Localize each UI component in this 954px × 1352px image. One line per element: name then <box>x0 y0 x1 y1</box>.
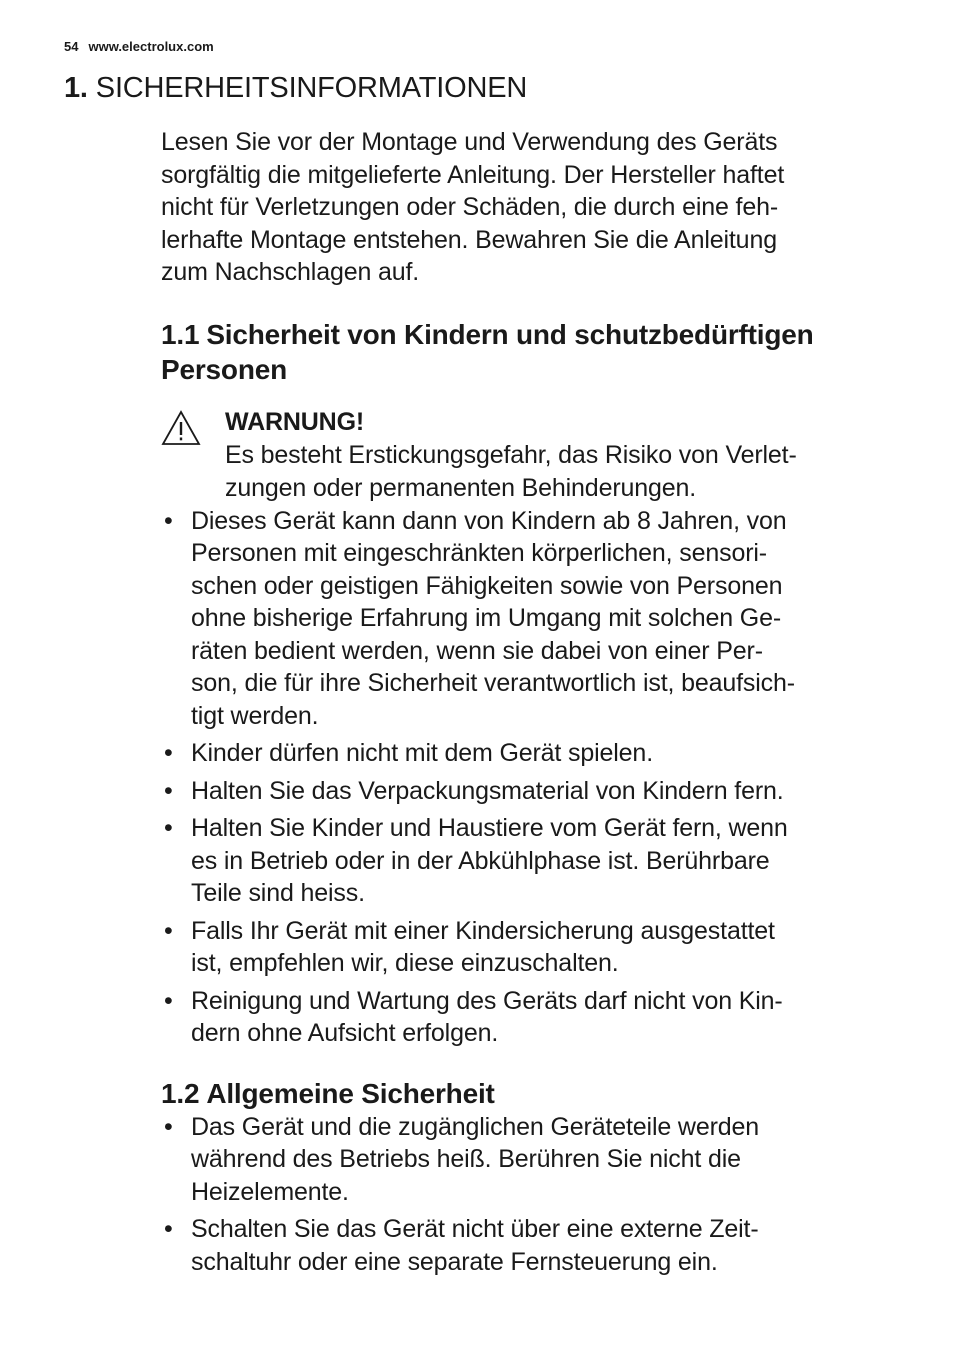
list-item-line: Kinder dürfen nicht mit dem Gerät spielen. <box>191 739 653 767</box>
intro-line: Lesen Sie vor der Montage und Verwendung des Geräts <box>161 128 778 156</box>
intro-paragraph <box>161 126 891 289</box>
list-item-line: tigt werden. <box>191 701 319 730</box>
list-item-line: dern ohne Aufsicht erfolgen. <box>191 1019 499 1047</box>
list-item-line: während des Betriebs heiß. Berühren Sie nicht die <box>191 1145 741 1173</box>
intro-line: lerhafte Montage entstehen. Bewahren Sie die Anleitung <box>161 225 777 254</box>
list-item <box>161 737 891 770</box>
chapter-heading: SICHERHEITSINFORMATIONEN <box>95 72 528 104</box>
list-item-line: Personen mit eingeschränkten körperlichen, sensori- <box>191 539 767 567</box>
list-item-line: Heizelemente. <box>191 1177 349 1206</box>
section-2-heading: Allgemeine Sicherheit <box>206 1077 495 1109</box>
list-item-line: schaltuhr oder eine separate Fernsteuerung ein. <box>191 1247 718 1276</box>
chapter-title <box>64 70 527 106</box>
section-2-bullet-list <box>161 1111 891 1279</box>
page-content <box>161 126 891 1283</box>
section-1-bullet-list <box>161 505 891 1050</box>
warning-line: zungen oder permanenten Behinderungen. <box>225 473 697 502</box>
page-header <box>64 38 214 56</box>
list-item-line: Schalten Sie das Gerät nicht über eine externe Zeit- <box>191 1215 759 1243</box>
list-item-line: es in Betrieb oder in der Abkühlphase ist. Berührbare <box>191 846 770 875</box>
intro-line: nicht für Verletzungen oder Schäden, die durch eine feh- <box>161 193 779 221</box>
list-item <box>161 505 891 733</box>
page-number: 54 <box>64 39 79 54</box>
bullet-icon: • <box>164 1215 173 1243</box>
section-2-number: 1.2 <box>161 1077 200 1109</box>
list-item-line: schen oder geistigen Fähigkeiten sowie von Personen <box>191 571 783 600</box>
chapter-number: 1. <box>64 72 88 104</box>
list-item-line: Falls Ihr Gerät mit einer Kindersicherung ausgestattet <box>191 916 775 945</box>
section-1-title-line: Personen <box>161 353 287 385</box>
bullet-icon: • <box>164 506 173 535</box>
list-item <box>161 775 891 808</box>
bullet-icon: • <box>164 1112 173 1141</box>
section-1-title <box>161 317 891 387</box>
warning-triangle-icon <box>161 410 201 446</box>
list-item-line: Halten Sie das Verpackungsmaterial von Kindern fern. <box>191 776 784 805</box>
warning-box <box>161 406 891 505</box>
list-item <box>161 985 891 1050</box>
section-1-number: 1.1 <box>161 318 200 350</box>
website-link[interactable]: www.electrolux.com <box>88 39 214 54</box>
section-1-title-line: Sicherheit von Kindern und schutzbedürftigen <box>206 318 814 350</box>
bullet-icon: • <box>164 916 173 945</box>
list-item-line: Dieses Gerät kann dann von Kindern ab 8 Jahren, von <box>191 506 787 535</box>
list-item-line: Das Gerät und die zugänglichen Geräteteile werden <box>191 1112 760 1141</box>
bullet-icon: • <box>164 986 173 1015</box>
list-item <box>161 812 891 910</box>
list-item <box>161 1213 891 1278</box>
bullet-icon: • <box>164 814 173 842</box>
warning-heading: WARNUNG! <box>225 407 365 436</box>
bullet-icon: • <box>164 776 173 805</box>
section-2-title <box>161 1076 891 1111</box>
list-item-line: räten bedient werden, wenn sie dabei von einer Per- <box>191 636 763 665</box>
warning-line: Es besteht Erstickungsgefahr, das Risiko von Verlet- <box>225 440 797 469</box>
intro-line: zum Nachschlagen auf. <box>161 258 420 286</box>
list-item-line: son, die für ihre Sicherheit verantwortlich ist, beaufsich- <box>191 669 795 697</box>
list-item <box>161 915 891 980</box>
list-item-line: Halten Sie Kinder und Haustiere vom Gerät fern, wenn <box>191 814 788 842</box>
list-item-line: Reinigung und Wartung des Geräts darf nicht von Kin- <box>191 986 783 1015</box>
list-item-line: ist, empfehlen wir, diese einzuschalten. <box>191 949 619 977</box>
bullet-icon: • <box>164 739 173 767</box>
intro-line: sorgfältig die mitgelieferte Anleitung. Der Hersteller haftet <box>161 160 785 189</box>
list-item <box>161 1111 891 1209</box>
list-item-line: Teile sind heiss. <box>191 879 365 907</box>
list-item-line: ohne bisherige Erfahrung im Umgang mit solchen Ge- <box>191 604 782 632</box>
